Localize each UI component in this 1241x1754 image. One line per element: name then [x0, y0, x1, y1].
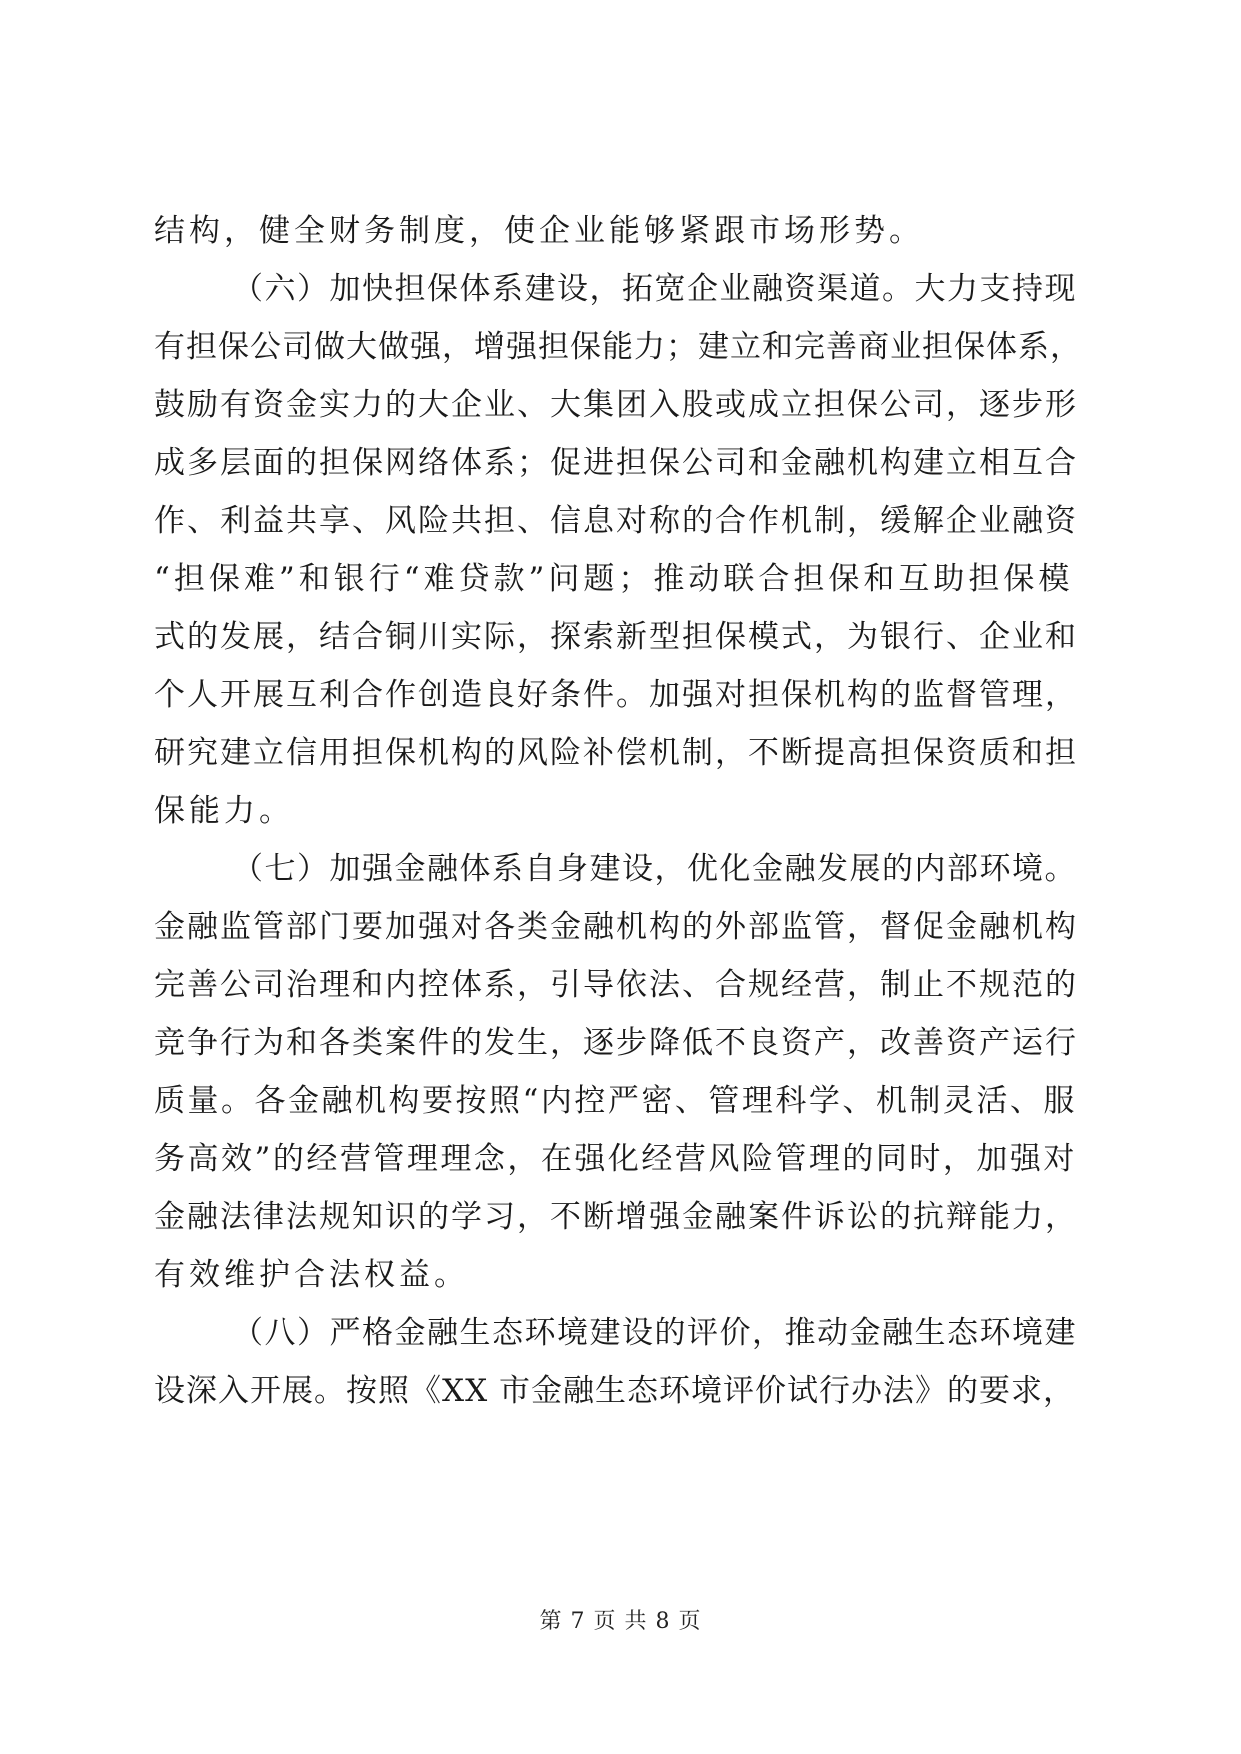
text-line: 保能力。 — [154, 793, 294, 829]
text-line: （六）加快担保体系建设，拓宽企业融资渠道。大力支持现 — [232, 271, 1077, 307]
text-line: 式的发展，结合铜川实际，探索新型担保模式，为银行、企业和 — [154, 619, 1078, 655]
text-line: 竞争行为和各类案件的发生，逐步降低不良资产，改善资产运行 — [154, 1025, 1078, 1061]
text-line: 成多层面的担保网络体系；促进担保公司和金融机构建立相互合 — [154, 445, 1078, 481]
text-line: 务高效”的经营管理理念，在强化经营风险管理的同时，加强对 — [154, 1141, 1077, 1177]
text-line: 完善公司治理和内控体系，引导依法、合规经营，制止不规范的 — [154, 967, 1078, 1003]
text-line: 有效维护合法权益。 — [154, 1257, 469, 1293]
text-line: 金融法律法规知识的学习，不断增强金融案件诉讼的抗辩能力， — [154, 1199, 1078, 1235]
text-line: 鼓励有资金实力的大企业、大集团入股或成立担保公司，逐步形 — [154, 387, 1078, 423]
text-line: 质量。各金融机构要按照“内控严密、管理科学、机制灵活、服 — [154, 1083, 1077, 1119]
text-line: 作、利益共享、风险共担、信息对称的合作机制，缓解企业融资 — [154, 503, 1078, 539]
text-line: 个人开展互利合作创造良好条件。加强对担保机构的监督管理， — [154, 677, 1078, 713]
text-line: （七）加强金融体系自身建设，优化金融发展的内部环境。 — [232, 851, 1077, 887]
text-line: 设深入开展。按照《XX 市金融生态环境评价试行办法》的要求， — [154, 1373, 1075, 1409]
text-line: 有担保公司做大做强，增强担保能力；建立和完善商业担保体系， — [154, 329, 1082, 365]
text-line: 金融监管部门要加强对各类金融机构的外部监管，督促金融机构 — [154, 909, 1078, 945]
text-line: “担保难”和银行“难贷款”问题；推动联合担保和互助担保模 — [154, 561, 1074, 597]
text-line: 结构，健全财务制度，使企业能够紧跟市场形势。 — [154, 213, 924, 249]
text-line: 研究建立信用担保机构的风险补偿机制，不断提高担保资质和担 — [154, 735, 1078, 771]
text-line: （八）严格金融生态环境建设的评价，推动金融生态环境建 — [232, 1315, 1077, 1351]
page-footer: 第 7 页 共 8 页 — [539, 1609, 702, 1634]
